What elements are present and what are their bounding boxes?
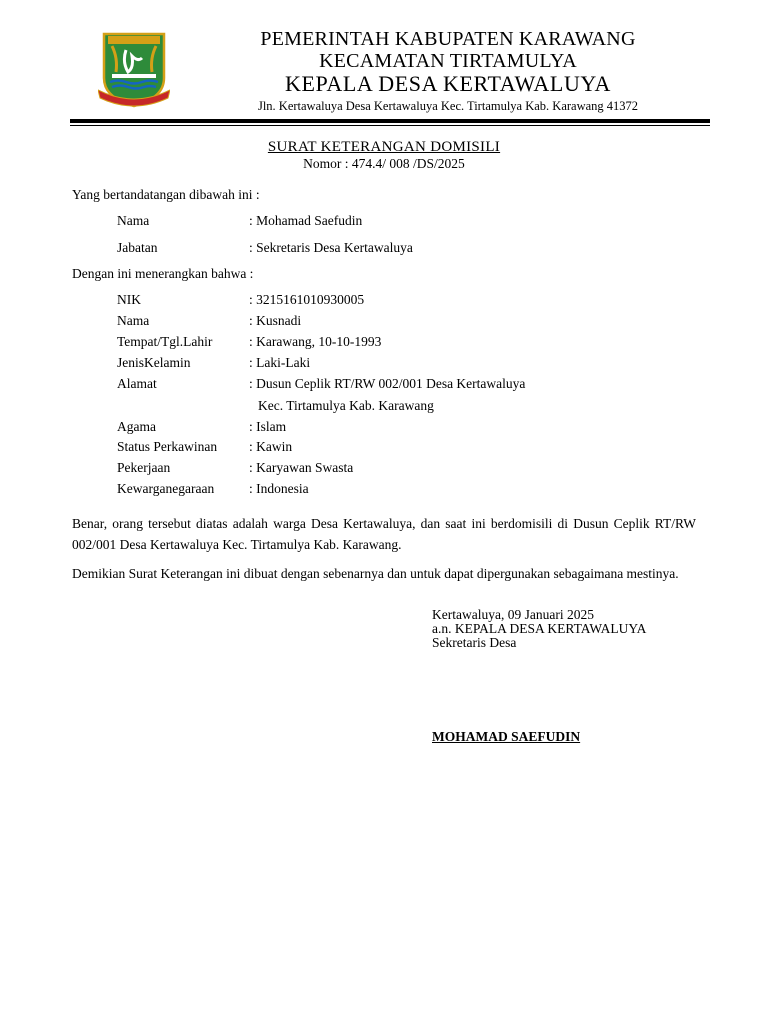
letterhead-district: KECAMATAN TIRTAMULYA: [319, 50, 577, 72]
field-value: : Dusun Ceplik RT/RW 002/001 Desa Kertawaluya: [249, 376, 526, 391]
field-value: : Karawang, 10-10-1993: [249, 334, 382, 349]
field-value: : Islam: [249, 419, 287, 434]
field-label: Kewarganegaraan: [117, 481, 215, 496]
letterhead-divider-thin: [70, 125, 710, 126]
field-value: : Laki-Laki: [249, 355, 311, 370]
field-value: : Indonesia: [249, 481, 309, 496]
domicile-statement-paragraph: Benar, orang tersebut diatas adalah warga Desa Kertawaluya, dan saat ini berdomisili di Dusun Ceplik RT/RW 002/001 Desa Kertawaluya Kec. Tirtamulya Kab. Karawang.: [72, 516, 696, 552]
statement-text: Dengan ini menerangkan bahwa :: [72, 266, 254, 281]
field-label: Pekerjaan: [117, 460, 171, 475]
field-label: Agama: [117, 419, 156, 434]
document-number: Nomor : 474.4/ 008 /DS/2025: [303, 156, 465, 171]
field-label: JenisKelamin: [117, 355, 191, 370]
field-value: : 3215161010930005: [249, 292, 365, 307]
signature-position: Sekretaris Desa: [432, 635, 517, 650]
karawang-regency-logo: [98, 28, 170, 108]
letterhead: [232, 28, 664, 114]
letterhead-government: PEMERINTAH KABUPATEN KARAWANG: [260, 28, 636, 50]
signature-on-behalf: a.n. KEPALA DESA KERTAWALUYA: [432, 621, 647, 636]
letterhead-village-head: KEPALA DESA KERTAWALUYA: [285, 71, 611, 96]
document-title: SURAT KETERANGAN DOMISILI: [267, 139, 501, 155]
field-value-continuation: Kec. Tirtamulya Kab. Karawang: [258, 398, 434, 413]
field-label: Alamat: [117, 376, 157, 391]
letterhead-address: Jln. Kertawaluya Desa Kertawaluya Kec. Tirtamulya Kab. Karawang 41372: [257, 99, 639, 113]
field-label: NIK: [117, 292, 141, 307]
field-value: : Kusnadi: [249, 313, 302, 328]
closing-paragraph: Demikian Surat Keterangan ini dibuat dengan sebenarnya dan untuk dapat dipergunakan sebagaimana mestinya.: [72, 566, 679, 581]
field-label: Tempat/Tgl.Lahir: [117, 334, 213, 349]
field-value: : Mohamad Saefudin: [249, 213, 363, 228]
field-value: : Sekretaris Desa Kertawaluya: [249, 240, 413, 255]
field-value: : Kawin: [249, 439, 293, 454]
field-label: Nama: [117, 213, 150, 228]
field-value: : Karyawan Swasta: [249, 460, 354, 475]
document-title-wrap: [0, 138, 768, 156]
field-label: Nama: [117, 313, 150, 328]
field-label: Jabatan: [117, 240, 158, 255]
signer-name: MOHAMAD SAEFUDIN: [432, 729, 581, 744]
letterhead-divider-thick: [70, 119, 710, 123]
signature-place-date: Kertawaluya, 09 Januari 2025: [432, 607, 594, 622]
field-label: Status Perkawinan: [117, 439, 218, 454]
intro-text: Yang bertandatangan dibawah ini :: [72, 187, 260, 202]
